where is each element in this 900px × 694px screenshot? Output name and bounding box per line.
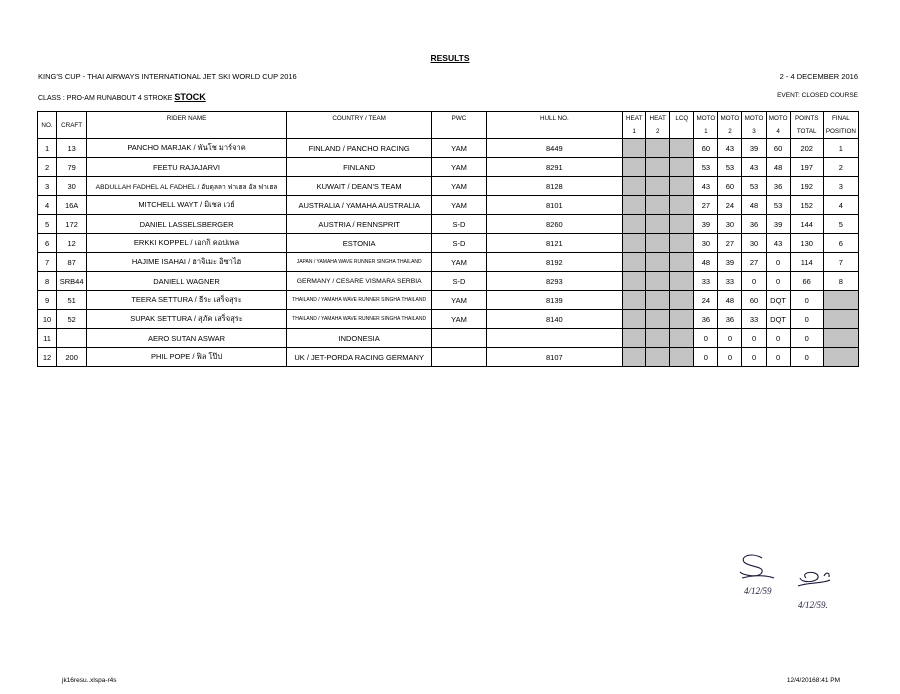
cell-final: 5	[823, 215, 858, 234]
cell-final: 1	[823, 139, 858, 158]
cell-moto4: 0	[766, 329, 790, 348]
cell-moto2: 53	[718, 158, 742, 177]
cell-moto1: 30	[694, 234, 718, 253]
cell-moto1: 27	[694, 196, 718, 215]
table-row	[38, 139, 859, 158]
cell-pwc: YAM	[432, 158, 486, 177]
cell-moto2: 39	[718, 253, 742, 272]
footer-printed: 12/4/20168:41 PM	[786, 677, 840, 684]
cell-rider: DANIEL LASSELSBERGER	[87, 215, 287, 234]
header-heat2: HEAT	[646, 112, 670, 126]
cell-hull: 8293	[486, 272, 622, 291]
cell-craft: 79	[57, 158, 87, 177]
cell-heat1	[623, 348, 646, 367]
cell-lcq	[670, 139, 694, 158]
cell-moto2: 27	[718, 234, 742, 253]
cell-lcq	[670, 348, 694, 367]
cell-points: 66	[790, 272, 823, 291]
cell-pwc: S-D	[432, 272, 486, 291]
table-row	[38, 348, 859, 367]
cell-no: 12	[38, 348, 57, 367]
cell-moto3: 36	[742, 215, 766, 234]
cell-moto1: 36	[694, 310, 718, 329]
header-moto3: MOTO	[742, 112, 766, 126]
cell-lcq	[670, 329, 694, 348]
cell-country: AUSTRALIA / YAMAHA AUSTRALIA	[286, 196, 432, 215]
signature-2-date: 4/12/59.	[798, 600, 828, 610]
cell-country: JAPAN / YAMAHA WAVE RUNNER SINGHA THAILAND	[286, 253, 432, 272]
cell-no: 3	[38, 177, 57, 196]
cell-moto4: 0	[766, 272, 790, 291]
table-row	[38, 291, 859, 310]
cell-rider: DANIELL WAGNER	[87, 272, 287, 291]
header-heat2-num: 2	[646, 125, 670, 139]
signature-1-date: 4/12/59	[744, 586, 772, 596]
header-heat1: HEAT	[623, 112, 646, 126]
results-table	[37, 111, 859, 367]
cell-moto4: DQT	[766, 291, 790, 310]
class-prefix: CLASS : PRO-AM RUNABOUT 4 STROKE	[38, 95, 175, 102]
cell-heat1	[623, 329, 646, 348]
cell-points: 0	[790, 348, 823, 367]
cell-moto3: 48	[742, 196, 766, 215]
cell-heat2	[646, 139, 670, 158]
cell-moto1: 33	[694, 272, 718, 291]
cell-no: 5	[38, 215, 57, 234]
cell-moto1: 48	[694, 253, 718, 272]
header-moto2: MOTO	[718, 112, 742, 126]
cell-heat2	[646, 272, 670, 291]
cell-country: FINLAND / PANCHO RACING	[286, 139, 432, 158]
cell-heat1	[623, 234, 646, 253]
cell-hull: 8291	[486, 158, 622, 177]
cell-heat2	[646, 329, 670, 348]
cell-hull: 8139	[486, 291, 622, 310]
header-moto1-num: 1	[694, 125, 718, 139]
cell-points: 197	[790, 158, 823, 177]
cell-hull: 8449	[486, 139, 622, 158]
cell-moto3: 0	[742, 329, 766, 348]
cell-heat2	[646, 158, 670, 177]
cell-points: 144	[790, 215, 823, 234]
cell-no: 6	[38, 234, 57, 253]
cell-hull: 8192	[486, 253, 622, 272]
cell-heat1	[623, 310, 646, 329]
cell-hull: 8107	[486, 348, 622, 367]
cell-no: 8	[38, 272, 57, 291]
table-row	[38, 272, 859, 291]
cell-craft: 52	[57, 310, 87, 329]
table-row	[38, 234, 859, 253]
cell-craft: 12	[57, 234, 87, 253]
cell-moto1: 0	[694, 329, 718, 348]
cell-heat2	[646, 291, 670, 310]
cell-moto3: 53	[742, 177, 766, 196]
cell-rider: ABDULLAH FADHEL AL FADHEL / อับดุลลา ฟาเฮล อัล ฟาเฮล	[87, 177, 287, 196]
cell-country: KUWAIT / DEAN'S TEAM	[286, 177, 432, 196]
cell-moto4: 53	[766, 196, 790, 215]
cell-final: 7	[823, 253, 858, 272]
header-lcq: LCQ	[670, 112, 694, 139]
table-row	[38, 329, 859, 348]
cell-lcq	[670, 215, 694, 234]
cell-moto2: 48	[718, 291, 742, 310]
cell-lcq	[670, 196, 694, 215]
cell-country: THAILAND / YAMAHA WAVE RUNNER SINGHA THAILAND	[286, 291, 432, 310]
cell-moto3: 39	[742, 139, 766, 158]
cell-moto4: 60	[766, 139, 790, 158]
cell-lcq	[670, 177, 694, 196]
cell-points: 152	[790, 196, 823, 215]
cell-final: 3	[823, 177, 858, 196]
cell-moto3: 0	[742, 272, 766, 291]
cell-lcq	[670, 310, 694, 329]
cell-pwc: YAM	[432, 177, 486, 196]
cell-moto1: 60	[694, 139, 718, 158]
cell-heat2	[646, 177, 670, 196]
footer-file: jk16resu..xlspa-r4s	[62, 677, 117, 684]
cell-moto4: 43	[766, 234, 790, 253]
signatures	[730, 548, 860, 623]
header-moto4: MOTO	[766, 112, 790, 126]
cell-pwc: YAM	[432, 196, 486, 215]
cell-country: UK / JET-PORDA RACING GERMANY	[286, 348, 432, 367]
cell-rider: PANCHO MARJAK / พันโช มาร์จาค	[87, 139, 287, 158]
header-hull: HULL NO.	[486, 112, 622, 139]
cell-heat2	[646, 310, 670, 329]
cell-pwc	[432, 348, 486, 367]
cell-no: 2	[38, 158, 57, 177]
signature-2-icon	[798, 572, 830, 586]
cell-hull: 8260	[486, 215, 622, 234]
cell-points: 192	[790, 177, 823, 196]
cell-moto3: 0	[742, 348, 766, 367]
cell-country: ESTONIA	[286, 234, 432, 253]
cell-heat2	[646, 234, 670, 253]
class-stock: STOCK	[174, 92, 206, 102]
table-row	[38, 310, 859, 329]
header-final-position: POSITION	[823, 125, 858, 139]
cell-lcq	[670, 158, 694, 177]
cell-heat2	[646, 348, 670, 367]
cell-no: 1	[38, 139, 57, 158]
cell-moto4: 0	[766, 253, 790, 272]
cell-lcq	[670, 272, 694, 291]
cell-lcq	[670, 291, 694, 310]
cell-heat1	[623, 291, 646, 310]
cell-heat2	[646, 253, 670, 272]
cell-moto2: 30	[718, 215, 742, 234]
cell-moto2: 43	[718, 139, 742, 158]
cell-heat1	[623, 215, 646, 234]
header-row-1	[38, 112, 859, 126]
cell-pwc	[432, 329, 486, 348]
cell-pwc: YAM	[432, 291, 486, 310]
cell-rider: FEETU RAJAJARVI	[87, 158, 287, 177]
cell-final	[823, 348, 858, 367]
cell-no: 7	[38, 253, 57, 272]
cell-points: 0	[790, 329, 823, 348]
cell-hull: 8140	[486, 310, 622, 329]
cell-craft: 87	[57, 253, 87, 272]
header-pwc: PWC	[432, 112, 486, 139]
cell-country: FINLAND	[286, 158, 432, 177]
cell-moto2: 24	[718, 196, 742, 215]
event-dates: 2 - 4 DECEMBER 2016	[779, 72, 858, 81]
cell-moto4: 36	[766, 177, 790, 196]
cell-final	[823, 329, 858, 348]
table-row	[38, 215, 859, 234]
cell-country: AUSTRIA / RENNSPRIT	[286, 215, 432, 234]
cell-heat1	[623, 158, 646, 177]
cell-final	[823, 291, 858, 310]
cell-moto1: 0	[694, 348, 718, 367]
cell-rider: HAJIME ISAHAI / ฮาจิเมะ อิซาไฮ	[87, 253, 287, 272]
cell-moto3: 30	[742, 234, 766, 253]
header-rider: RIDER NAME	[87, 112, 287, 139]
table-row	[38, 196, 859, 215]
cell-moto2: 0	[718, 329, 742, 348]
header-moto3-num: 3	[742, 125, 766, 139]
event-type: EVENT: CLOSED COURSE	[777, 92, 858, 99]
table-row	[38, 253, 859, 272]
cell-moto1: 53	[694, 158, 718, 177]
cell-moto1: 43	[694, 177, 718, 196]
cell-heat1	[623, 272, 646, 291]
cell-moto3: 27	[742, 253, 766, 272]
cell-pwc: YAM	[432, 139, 486, 158]
results-body	[38, 139, 859, 367]
signature-1-icon	[740, 555, 774, 578]
cell-craft: 51	[57, 291, 87, 310]
header-country: COUNTRY / TEAM	[286, 112, 432, 139]
cell-rider: AERO SUTAN ASWAR	[87, 329, 287, 348]
cell-moto2: 60	[718, 177, 742, 196]
cell-craft: 30	[57, 177, 87, 196]
class-label	[38, 92, 206, 102]
cell-no: 11	[38, 329, 57, 348]
cell-craft: 16A	[57, 196, 87, 215]
header-heat1-num: 1	[623, 125, 646, 139]
event-name: KING'S CUP - THAI AIRWAYS INTERNATIONAL JET SKI WORLD CUP 2016	[38, 72, 297, 81]
table-row	[38, 158, 859, 177]
cell-hull: 8121	[486, 234, 622, 253]
cell-final: 8	[823, 272, 858, 291]
cell-moto3: 43	[742, 158, 766, 177]
cell-heat1	[623, 196, 646, 215]
cell-moto2: 33	[718, 272, 742, 291]
cell-moto1: 24	[694, 291, 718, 310]
cell-moto4: DQT	[766, 310, 790, 329]
cell-pwc: YAM	[432, 253, 486, 272]
cell-points: 114	[790, 253, 823, 272]
cell-rider: SUPAK SETTURA / สุภัค เสร็จสุระ	[87, 310, 287, 329]
cell-points: 130	[790, 234, 823, 253]
cell-moto3: 33	[742, 310, 766, 329]
cell-lcq	[670, 234, 694, 253]
header-points-total: TOTAL	[790, 125, 823, 139]
cell-rider: ERKKI KOPPEL / เอกกิ คอปเพล	[87, 234, 287, 253]
cell-moto3: 60	[742, 291, 766, 310]
cell-moto2: 0	[718, 348, 742, 367]
header-points: POINTS	[790, 112, 823, 126]
cell-final	[823, 310, 858, 329]
cell-heat2	[646, 215, 670, 234]
cell-craft: SRB44	[57, 272, 87, 291]
cell-craft: 200	[57, 348, 87, 367]
header-moto4-num: 4	[766, 125, 790, 139]
cell-pwc: S-D	[432, 234, 486, 253]
cell-final: 6	[823, 234, 858, 253]
cell-heat1	[623, 139, 646, 158]
header-final: FINAL	[823, 112, 858, 126]
cell-lcq	[670, 253, 694, 272]
cell-moto4: 48	[766, 158, 790, 177]
cell-country: GERMANY / CESARE VISMARA SERBIA	[286, 272, 432, 291]
cell-rider: PHIL POPE / ฟิล โป๊ป	[87, 348, 287, 367]
cell-moto4: 39	[766, 215, 790, 234]
cell-no: 9	[38, 291, 57, 310]
header-moto2-num: 2	[718, 125, 742, 139]
header-no: NO.	[38, 112, 57, 139]
cell-craft	[57, 329, 87, 348]
cell-pwc: S-D	[432, 215, 486, 234]
cell-hull: 8128	[486, 177, 622, 196]
cell-country: INDONESIA	[286, 329, 432, 348]
cell-heat2	[646, 196, 670, 215]
cell-moto2: 36	[718, 310, 742, 329]
cell-points: 0	[790, 310, 823, 329]
cell-no: 10	[38, 310, 57, 329]
cell-hull	[486, 329, 622, 348]
cell-country: THAILAND / YAMAHA WAVE RUNNER SINGHA THAILAND	[286, 310, 432, 329]
cell-no: 4	[38, 196, 57, 215]
header-moto1: MOTO	[694, 112, 718, 126]
cell-points: 0	[790, 291, 823, 310]
cell-points: 202	[790, 139, 823, 158]
document-title: RESULTS	[430, 53, 470, 63]
cell-rider: MITCHELL WAYT / มิเชล เวย์	[87, 196, 287, 215]
cell-craft: 13	[57, 139, 87, 158]
table-row	[38, 177, 859, 196]
cell-rider: TEERA SETTURA / ธีระ เสร็จสุระ	[87, 291, 287, 310]
cell-moto1: 39	[694, 215, 718, 234]
cell-craft: 172	[57, 215, 87, 234]
header-craft: CRAFT	[57, 112, 87, 139]
cell-hull: 8101	[486, 196, 622, 215]
cell-final: 2	[823, 158, 858, 177]
cell-heat1	[623, 253, 646, 272]
cell-final: 4	[823, 196, 858, 215]
cell-pwc: YAM	[432, 310, 486, 329]
cell-heat1	[623, 177, 646, 196]
cell-moto4: 0	[766, 348, 790, 367]
